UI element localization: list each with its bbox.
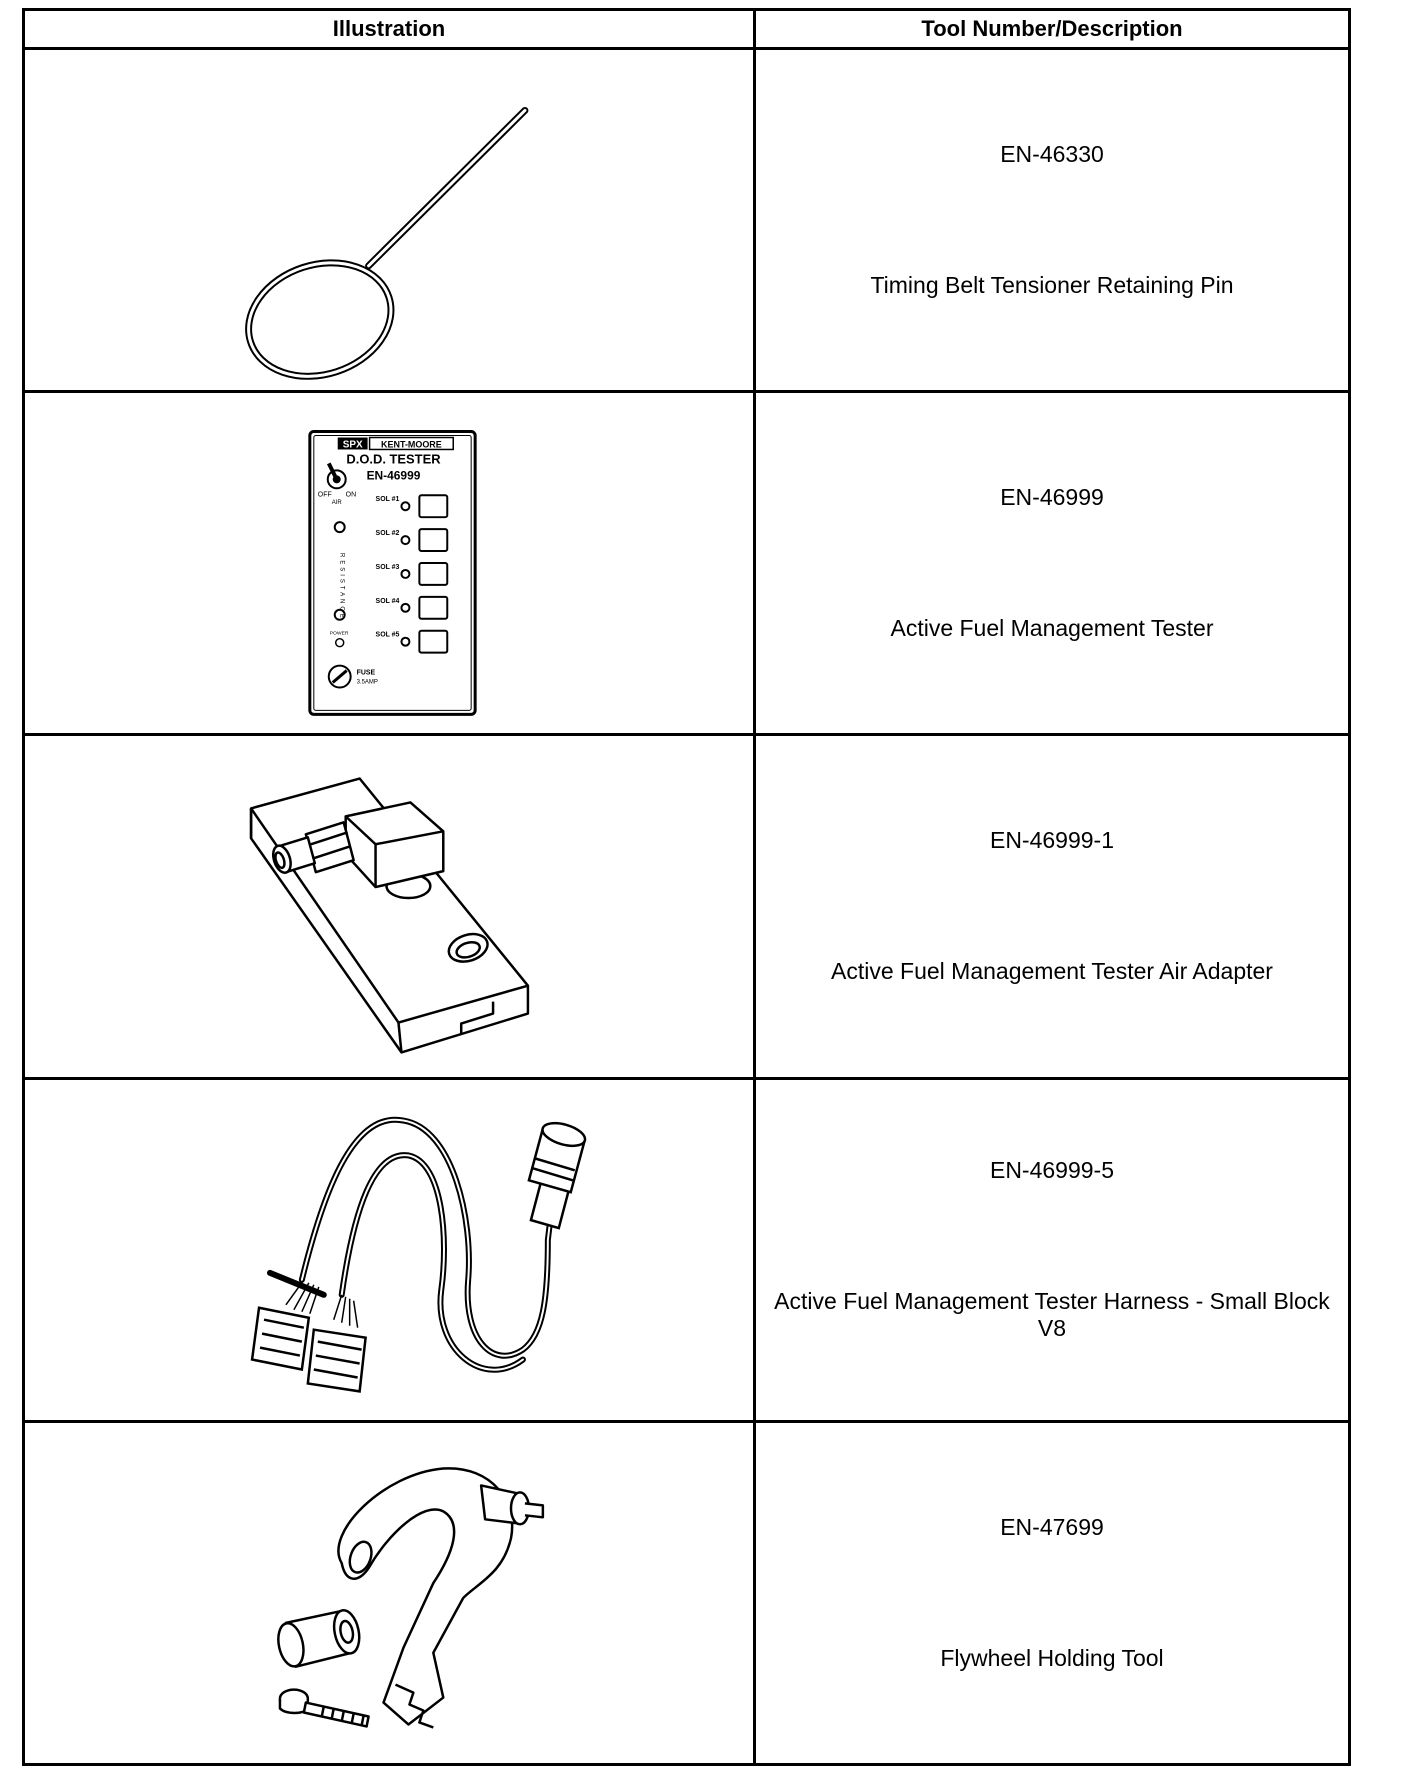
sol-label: SOL #3 — [375, 564, 400, 572]
sol-label: SOL #2 — [375, 530, 400, 538]
sol-label: SOL #1 — [375, 496, 400, 504]
label-air: AIR — [331, 500, 342, 507]
sol-label: SOL #5 — [375, 631, 400, 639]
tool-number: EN-47699 — [1000, 1513, 1104, 1540]
description-cell — [755, 392, 1350, 735]
label-resistance: RESISTANCE — [338, 553, 345, 621]
table-row — [24, 1078, 1350, 1421]
table-row — [24, 49, 1350, 392]
flywheel-holding-tool-icon — [25, 1423, 753, 1763]
tool-number: EN-46330 — [1000, 141, 1104, 168]
tool-description: Flywheel Holding Tool — [940, 1644, 1164, 1671]
label-on: ON — [345, 491, 357, 499]
tool-description: Active Fuel Management Tester Harness - Small Block V8 — [774, 1288, 1330, 1342]
tool-description: Active Fuel Management Tester Air Adapter — [831, 958, 1273, 985]
illustration-cell — [24, 1078, 755, 1421]
air-adapter-icon — [25, 736, 753, 1076]
table-row — [24, 392, 1350, 735]
brand-right: KENT-MOORE — [381, 439, 442, 450]
retaining-pin-icon — [25, 50, 753, 390]
table-row — [24, 1421, 1350, 1764]
illustration-cell — [24, 735, 755, 1078]
description-cell — [755, 735, 1350, 1078]
tool-description: Active Fuel Management Tester — [890, 615, 1214, 642]
panel-model: EN-46999 — [366, 468, 421, 483]
label-fuse: FUSE — [356, 669, 376, 677]
sol-label: SOL #4 — [375, 598, 400, 606]
tool-number: EN-46999-1 — [989, 827, 1115, 854]
brand-left: SPX — [342, 439, 363, 451]
description-cell — [755, 1421, 1350, 1764]
description-cell — [755, 49, 1350, 392]
table-header-row — [24, 10, 1350, 49]
label-fuse-rating: 3.5AMP — [356, 679, 378, 686]
special-tools-table — [22, 8, 1351, 1766]
tool-number: EN-46999-5 — [989, 1157, 1115, 1184]
table-row — [24, 735, 1350, 1078]
tool-description: Timing Belt Tensioner Retaining Pin — [870, 272, 1234, 299]
header-illustration: Illustration — [24, 10, 755, 49]
label-power: POWER — [329, 632, 349, 638]
illustration-cell — [24, 49, 755, 392]
header-tool-description: Tool Number/Description — [755, 10, 1350, 49]
panel-title: D.O.D. TESTER — [346, 451, 441, 467]
illustration-cell — [24, 392, 755, 735]
description-cell — [755, 1078, 1350, 1421]
harness-icon — [25, 1080, 753, 1420]
illustration-cell — [24, 1421, 755, 1764]
afm-tester-icon — [25, 393, 753, 733]
label-off: OFF — [317, 491, 332, 499]
tool-number: EN-46999 — [1000, 484, 1104, 511]
